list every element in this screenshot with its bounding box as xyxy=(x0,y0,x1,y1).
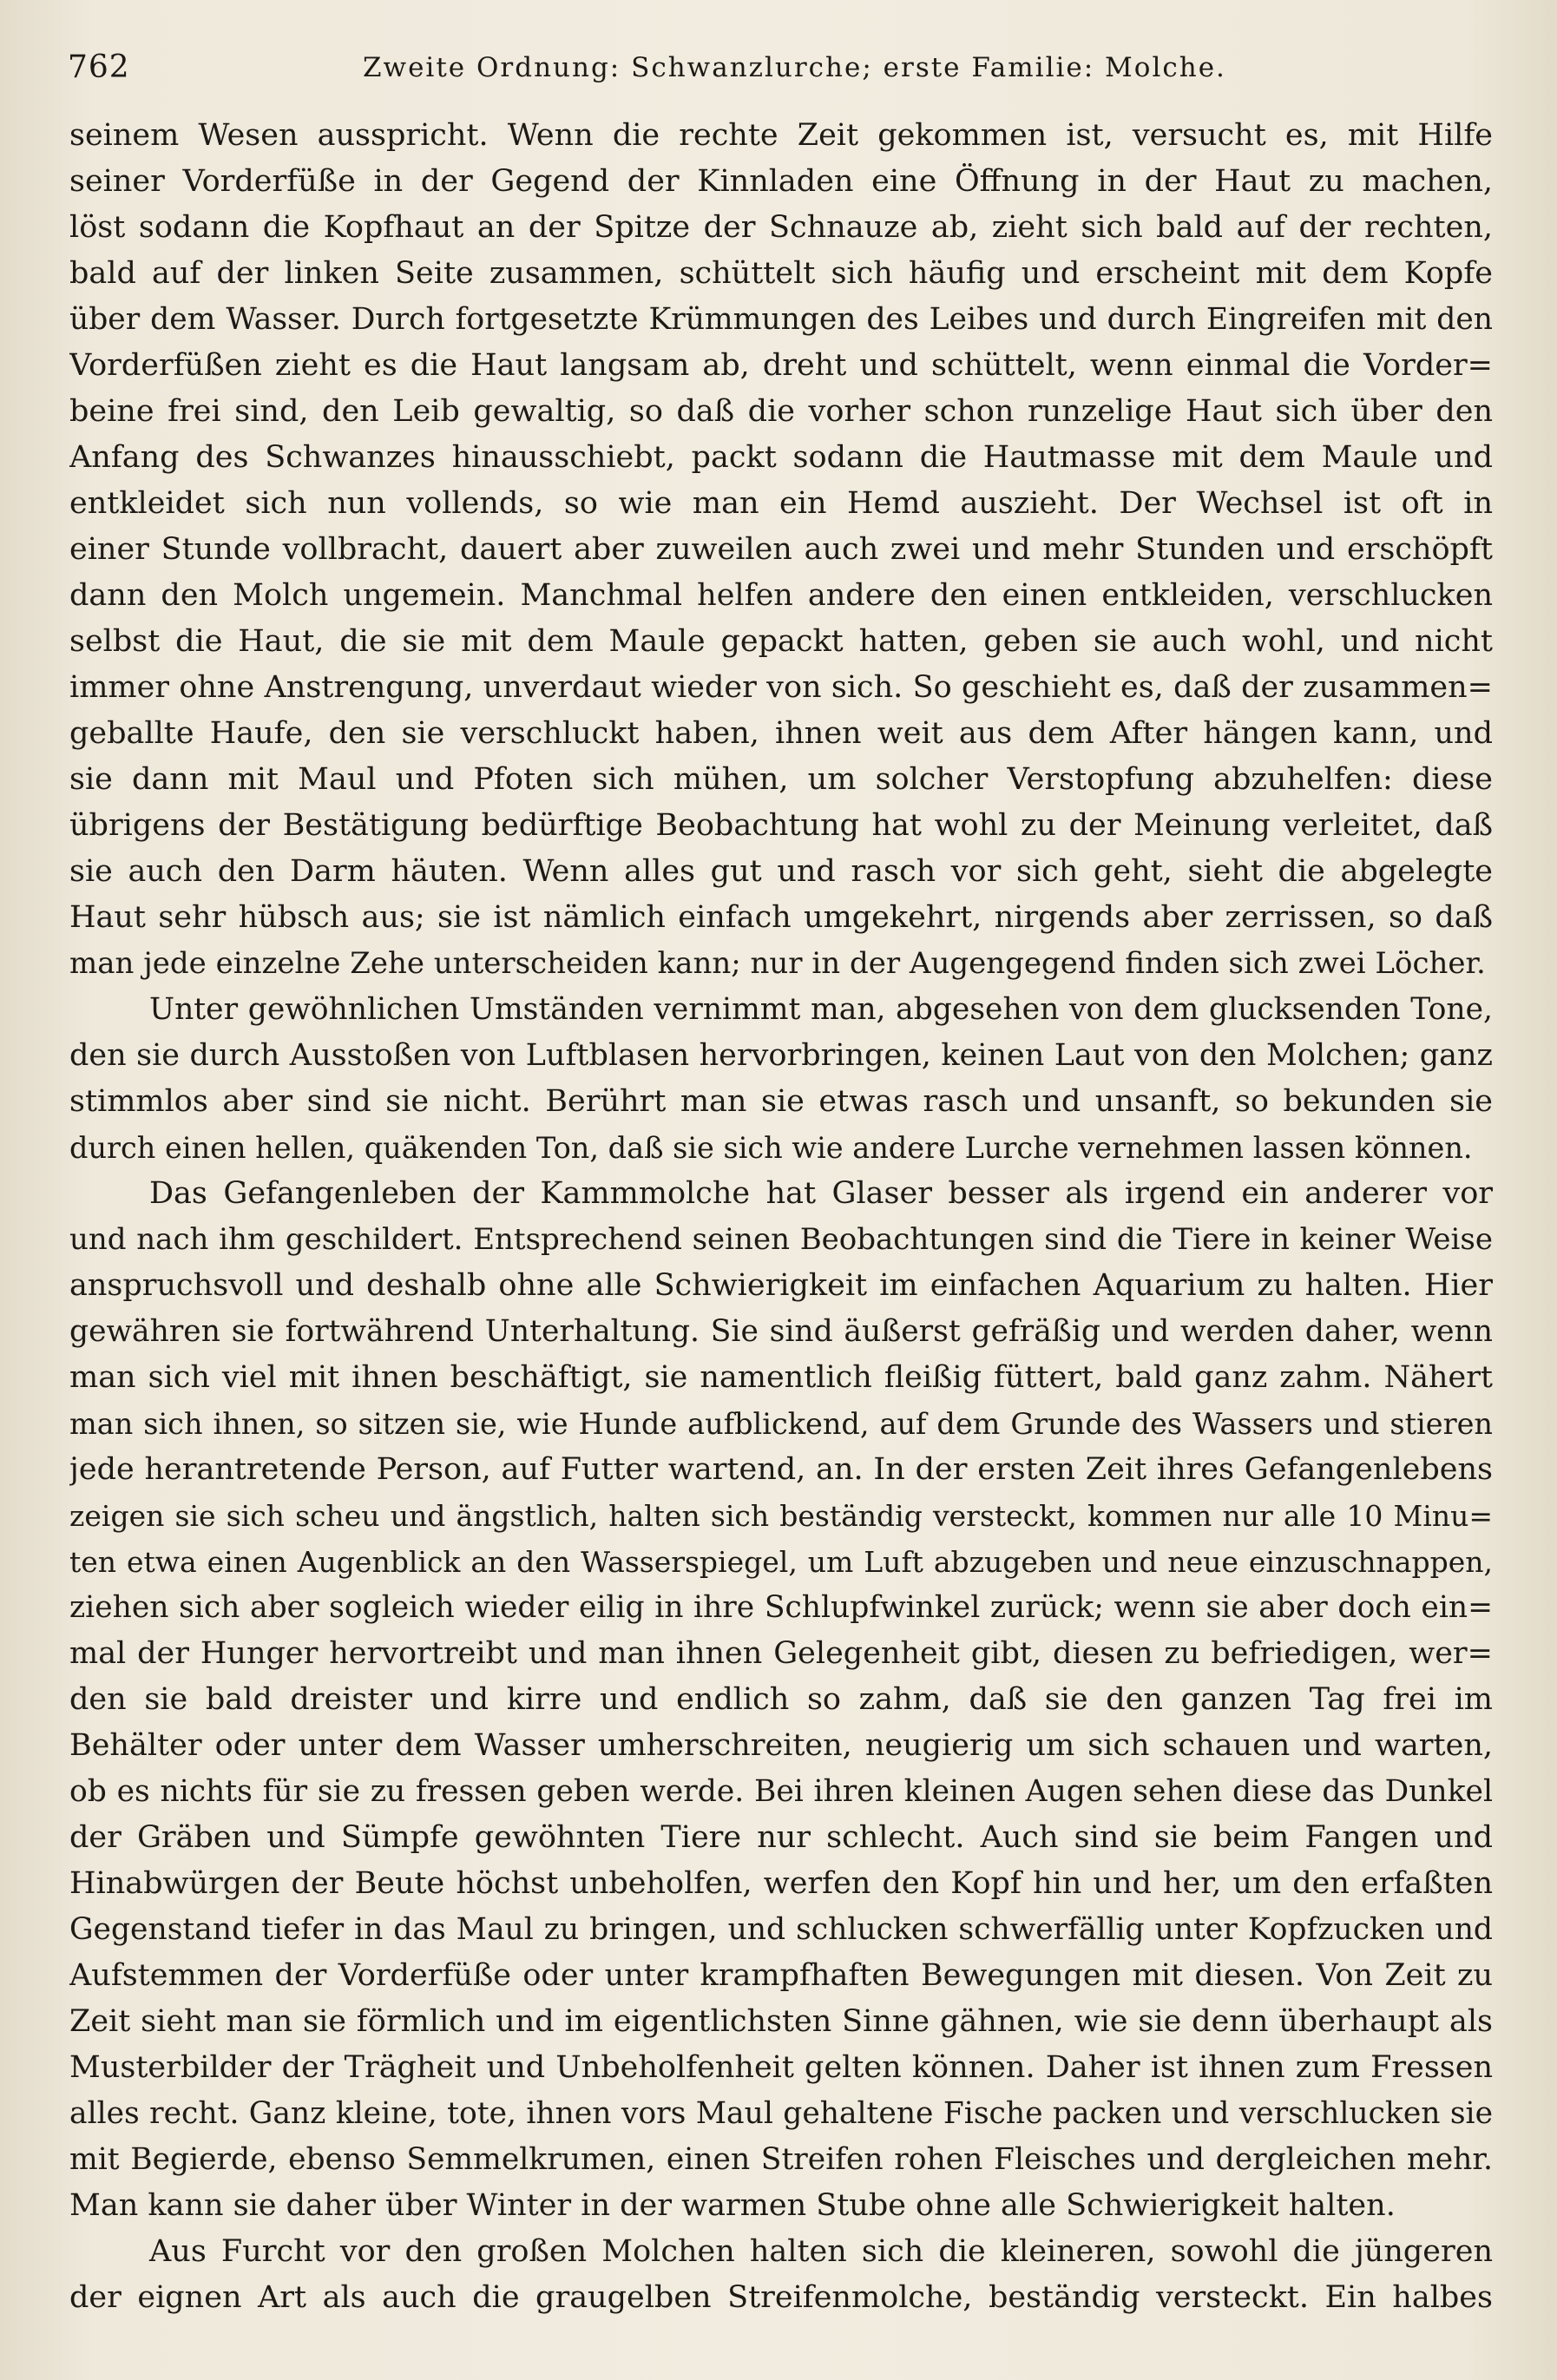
text-line: Unter gewöhnlichen Umständen vernimmt man, abgesehen von dem glucksenden Tone, xyxy=(149,992,1493,1027)
text-line: alles recht. Ganz kleine, tote, ihnen vors Maul gehaltene Fische packen und verschlucken sie xyxy=(69,2096,1493,2131)
page-header xyxy=(68,42,1489,94)
text-line: selbst die Haut, die sie mit dem Maule gepackt hatten, geben sie auch wohl, und nicht xyxy=(69,624,1493,659)
text-line: Zeit sieht man sie förmlich und im eigentlichsten Sinne gähnen, wie sie denn überhaupt als xyxy=(69,2004,1493,2039)
text-line: dann den Molch ungemein. Manchmal helfen andere den einen entkleiden, verschlucken xyxy=(69,578,1493,613)
text-line: übrigens der Bestätigung bedürftige Beobachtung hat wohl zu der Meinung verleitet, daß xyxy=(69,808,1493,843)
text-line: bald auf der linken Seite zusammen, schüttelt sich häufig und erscheint mit dem Kopfe xyxy=(69,256,1493,291)
text-line: zeigen sie sich scheu und ängstlich, halten sich beständig versteckt, kommen nur alle 10 Minu= xyxy=(69,1499,1493,1533)
text-line: löst sodann die Kopfhaut an der Spitze der Schnauze ab, zieht sich bald auf der rechten, xyxy=(69,210,1493,245)
text-line: entkleidet sich nun vollends, so wie man ein Hemd auszieht. Der Wechsel ist oft in xyxy=(69,486,1493,521)
text-line: Musterbilder der Trägheit und Unbeholfenheit gelten können. Daher ist ihnen zum Fressen xyxy=(69,2050,1493,2085)
text-line: immer ohne Anstrengung, unverdaut wieder von sich. So geschieht es, daß der zusammen= xyxy=(69,670,1493,705)
text-line: stimmlos aber sind sie nicht. Berührt man sie etwas rasch und unsanft, so bekunden sie xyxy=(69,1084,1493,1119)
text-line: seiner Vorderfüße in der Gegend der Kinnladen eine Öffnung in der Haut zu machen, xyxy=(69,164,1493,199)
text-line: über dem Wasser. Durch fortgesetzte Krümmungen des Leibes und durch Eingreifen mit den xyxy=(69,302,1493,337)
text-line: Aus Furcht vor den großen Molchen halten sich die kleineren, sowohl die jüngeren xyxy=(149,2234,1493,2269)
text-line: geballte Haufe, den sie verschluckt haben, ihnen weit aus dem After hängen kann, und xyxy=(69,716,1493,751)
text-line: der eignen Art als auch die graugelben Streifenmolche, beständig versteckt. Ein halbes xyxy=(69,2280,1493,2315)
text-line: beine frei sind, den Leib gewaltig, so daß die vorher schon runzelige Haut sich über den xyxy=(69,394,1493,429)
text-line: mit Begierde, ebenso Semmelkrumen, einen Streifen rohen Fleisches und dergleichen mehr. xyxy=(69,2142,1493,2177)
text-line: Das Gefangenleben der Kammmolche hat Glaser besser als irgend ein anderer vor xyxy=(149,1176,1493,1211)
text-line: Haut sehr hübsch aus; sie ist nämlich einfach umgekehrt, nirgends aber zerrissen, so daß xyxy=(69,900,1493,935)
text-line: Vorderfüßen zieht es die Haut langsam ab, dreht und schüttelt, wenn einmal die Vorder= xyxy=(69,348,1493,383)
text-line: Gegenstand tiefer in das Maul zu bringen, und schlucken schwerfällig unter Kopfzucken und xyxy=(69,1912,1493,1947)
text-line: man sich ihnen, so sitzen sie, wie Hunde aufblickend, auf dem Grunde des Wassers und stieren xyxy=(69,1407,1493,1441)
text-line: sie dann mit Maul und Pfoten sich mühen, um solcher Verstopfung abzuhelfen: diese xyxy=(69,762,1493,797)
text-line: ob es nichts für sie zu fressen geben werde. Bei ihren kleinen Augen sehen diese das Dunkel xyxy=(69,1774,1493,1809)
body-text xyxy=(69,113,1493,2321)
text-line: man sich viel mit ihnen beschäftigt, sie namentlich fleißig füttert, bald ganz zahm. Nähert xyxy=(69,1360,1493,1395)
text-line: seinem Wesen ausspricht. Wenn die rechte Zeit gekommen ist, versucht es, mit Hilfe xyxy=(69,118,1493,153)
running-head: Zweite Ordnung: Schwanzlurche; erste Familie: Molche. xyxy=(363,52,1226,83)
text-line: der Gräben und Sümpfe gewöhnten Tiere nur schlecht. Auch sind sie beim Fangen und xyxy=(69,1820,1493,1855)
text-line: gewähren sie fortwährend Unterhaltung. Sie sind äußerst gefräßig und werden daher, wenn xyxy=(69,1314,1493,1349)
text-line: und nach ihm geschildert. Entsprechend seinen Beobachtungen sind die Tiere in keiner Weise xyxy=(69,1222,1493,1257)
text-line: durch einen hellen, quäkenden Ton, daß sie sich wie andere Lurche vernehmen lassen können. xyxy=(69,1131,1473,1165)
text-line: ten etwa einen Augenblick an den Wasserspiegel, um Luft abzugeben und neue einzuschnappen, xyxy=(69,1545,1493,1579)
text-line: Man kann sie daher über Winter in der warmen Stube ohne alle Schwierigkeit halten. xyxy=(69,2188,1396,2223)
text-line: Hinabwürgen der Beute höchst unbeholfen, werfen den Kopf hin und her, um den erfaßten xyxy=(69,1866,1493,1901)
text-line: einer Stunde vollbracht, dauert aber zuweilen auch zwei und mehr Stunden und erschöpft xyxy=(69,532,1493,567)
text-line: den sie bald dreister und kirre und endlich so zahm, daß sie den ganzen Tag frei im xyxy=(69,1682,1493,1717)
text-line: den sie durch Ausstoßen von Luftblasen hervorbringen, keinen Laut von den Molchen; ganz xyxy=(69,1038,1493,1073)
text-line: ziehen sich aber sogleich wieder eilig in ihre Schlupfwinkel zurück; wenn sie aber doch ein= xyxy=(69,1590,1493,1625)
text-line: jede herantretende Person, auf Futter wartend, an. In der ersten Zeit ihres Gefangenlebens xyxy=(69,1452,1493,1487)
text-line: Behälter oder unter dem Wasser umherschreiten, neugierig um sich schauen und warten, xyxy=(69,1728,1493,1763)
page-number: 762 xyxy=(68,49,130,85)
text-line: man jede einzelne Zehe unterscheiden kann; nur in der Augengegend finden sich zwei Löcher. xyxy=(69,946,1486,981)
text-line: Aufstemmen der Vorderfüße oder unter krampfhaften Bewegungen mit diesen. Von Zeit zu xyxy=(69,1958,1493,1993)
text-line: mal der Hunger hervortreibt und man ihnen Gelegenheit gibt, diesen zu befriedigen, wer= xyxy=(69,1636,1493,1671)
text-line: sie auch den Darm häuten. Wenn alles gut und rasch vor sich geht, sieht die abgelegte xyxy=(69,854,1493,889)
text-line: Anfang des Schwanzes hinausschiebt, packt sodann die Hautmasse mit dem Maule und xyxy=(69,440,1493,475)
text-line: anspruchsvoll und deshalb ohne alle Schwierigkeit im einfachen Aquarium zu halten. Hier xyxy=(69,1268,1493,1303)
